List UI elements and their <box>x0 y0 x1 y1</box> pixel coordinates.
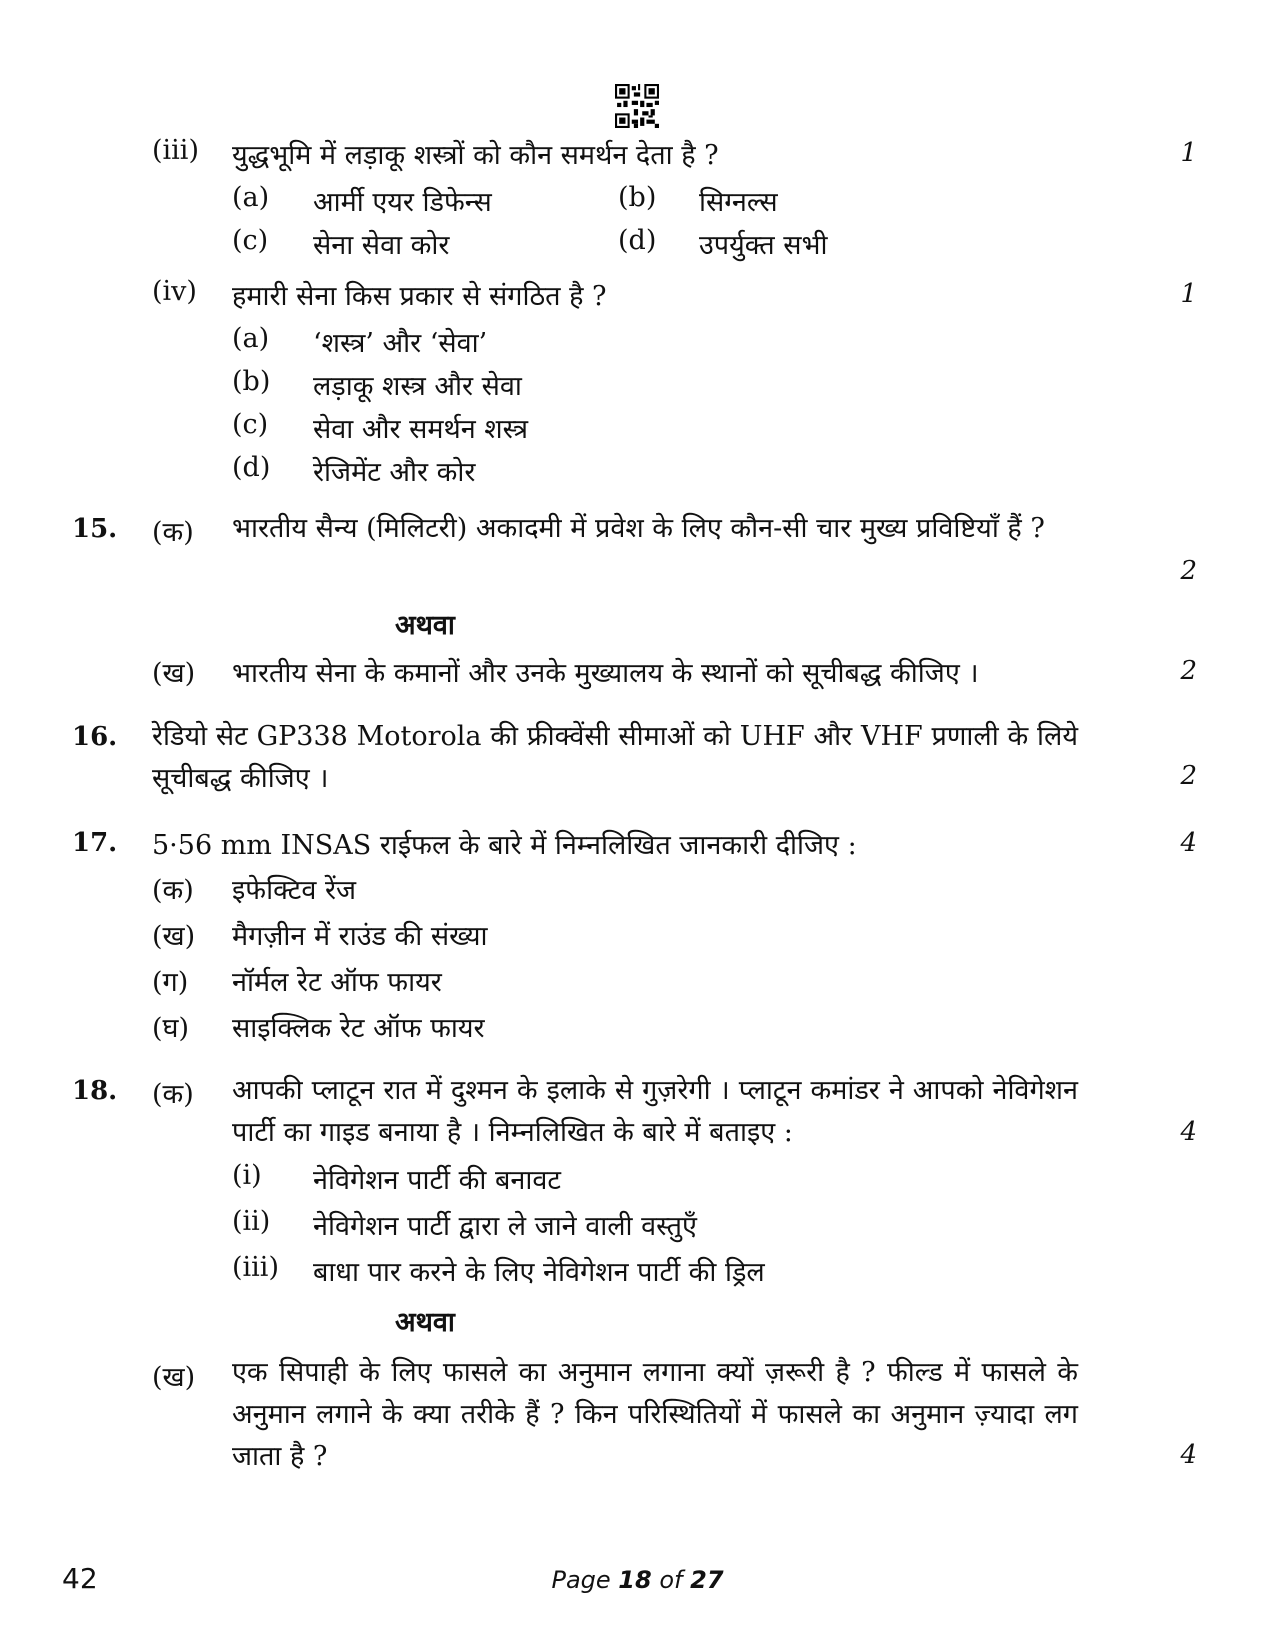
question-text: एक सिपाही के लिए फासले का अनुमान लगाना क्यों ज़रूरी है ? फील्ड में फासले के अनुमान लगाने के क्या तरीके हैं ? किन परिस्थितियों में फासले का अनुमान ज़्यादा लग जाता है ? <box>232 1357 1078 1472</box>
marks: 4 <box>1180 1117 1197 1147</box>
question-text: भारतीय सेना के कमानों और उनके मुख्यालय के स्थानों को सूचीबद्ध कीजिए । <box>232 658 979 689</box>
item-text: बाधा पार करने के लिए नेविगेशन पार्टी की ड्रिल <box>313 1257 765 1288</box>
option-label: (b) <box>232 366 271 397</box>
option-label: (c) <box>232 409 269 440</box>
option-text: आर्मी एयर डिफेन्स <box>313 187 492 218</box>
question-number: 18. <box>72 1076 118 1106</box>
option-label: (c) <box>232 225 269 256</box>
part-label: (क) <box>152 1079 194 1110</box>
item-label: (ग) <box>152 967 189 998</box>
qr-code-icon <box>615 84 659 128</box>
marks: 1 <box>1180 138 1197 168</box>
option-label: (d) <box>618 225 657 256</box>
option-label: (a) <box>232 182 270 213</box>
item-label: (ii) <box>232 1206 271 1237</box>
marks: 1 <box>1180 279 1197 309</box>
page-number <box>0 1566 1275 1594</box>
or-separator: अथवा <box>395 610 455 641</box>
marks: 2 <box>1180 761 1197 791</box>
page-prefix: Page <box>551 1566 611 1594</box>
item-text: मैगज़ीन में राउंड की संख्या <box>232 921 488 952</box>
option-label: (a) <box>232 323 270 354</box>
page-current: 18 <box>618 1566 652 1594</box>
question-text: आपकी प्लाटून रात में दुश्मन के इलाके से गुज़रेगी । प्लाटून कमांडर ने आपको नेविगेशन पार्टी का गाइड बनाया है । निम्नलिखित के बारे में बताइए : <box>232 1075 1078 1148</box>
item-text: साइक्लिक रेट ऑफ फायर <box>232 1013 485 1044</box>
question-number: 15. <box>72 514 118 544</box>
item-text: इफेक्टिव रेंज <box>232 875 357 906</box>
marks: 2 <box>1180 556 1197 586</box>
part-label: (ख) <box>152 658 196 689</box>
option-label: (d) <box>232 452 271 483</box>
question-text: 5·56 mm INSAS राईफल के बारे में निम्नलिखित जानकारी दीजिए : <box>152 830 857 861</box>
item-label: (क) <box>152 875 194 906</box>
option-text: ‘शस्त्र’ और ‘सेवा’ <box>313 328 488 359</box>
option-label: (b) <box>618 182 657 213</box>
marks: 2 <box>1180 656 1197 686</box>
question-text: हमारी सेना किस प्रकार से संगठित है ? <box>232 281 607 312</box>
option-text: रेजिमेंट और कोर <box>313 457 476 488</box>
option-text: उपर्युक्त सभी <box>699 230 828 261</box>
question-text: युद्धभूमि में लड़ाकू शस्त्रों को कौन समर्थन देता है ? <box>232 140 719 171</box>
option-text: सेवा और समर्थन शस्त्र <box>313 414 529 445</box>
part-label: (क) <box>152 517 194 548</box>
item-text: नेविगेशन पार्टी की बनावट <box>313 1165 561 1196</box>
option-text: लड़ाकू शस्त्र और सेवा <box>313 371 522 402</box>
or-separator: अथवा <box>395 1307 455 1338</box>
marks: 4 <box>1180 1440 1197 1470</box>
page-of: of <box>659 1566 683 1594</box>
question-text: रेडियो सेट GP338 Motorola की फ्रीक्वेंसी सीमाओं को UHF और VHF प्रणाली के लिये सूचीबद्ध कीजिए । <box>152 721 1078 794</box>
item-label: (घ) <box>152 1013 190 1044</box>
item-label: (i) <box>232 1160 262 1191</box>
item-label: (iii) <box>232 1252 279 1283</box>
question-text: भारतीय सैन्य (मिलिटरी) अकादमी में प्रवेश के लिए कौन-सी चार मुख्य प्रविष्टियाँ हैं ? <box>232 513 1045 544</box>
page-total: 27 <box>690 1566 724 1594</box>
item-label: (ख) <box>152 921 196 952</box>
question-number: 17. <box>72 828 118 858</box>
item-text: नेविगेशन पार्टी द्वारा ले जाने वाली वस्तुएँ <box>313 1211 697 1242</box>
item-text: नॉर्मल रेट ऑफ फायर <box>232 967 442 998</box>
part-label: (ख) <box>152 1362 196 1393</box>
option-text: सिग्नल्स <box>699 187 778 218</box>
marks: 4 <box>1180 828 1197 858</box>
option-text: सेना सेवा कोर <box>313 230 450 261</box>
paper-code: 42 <box>62 1562 98 1595</box>
question-number: 16. <box>72 722 118 752</box>
subquestion-number: (iv) <box>152 276 197 307</box>
subquestion-number: (iii) <box>152 135 199 166</box>
